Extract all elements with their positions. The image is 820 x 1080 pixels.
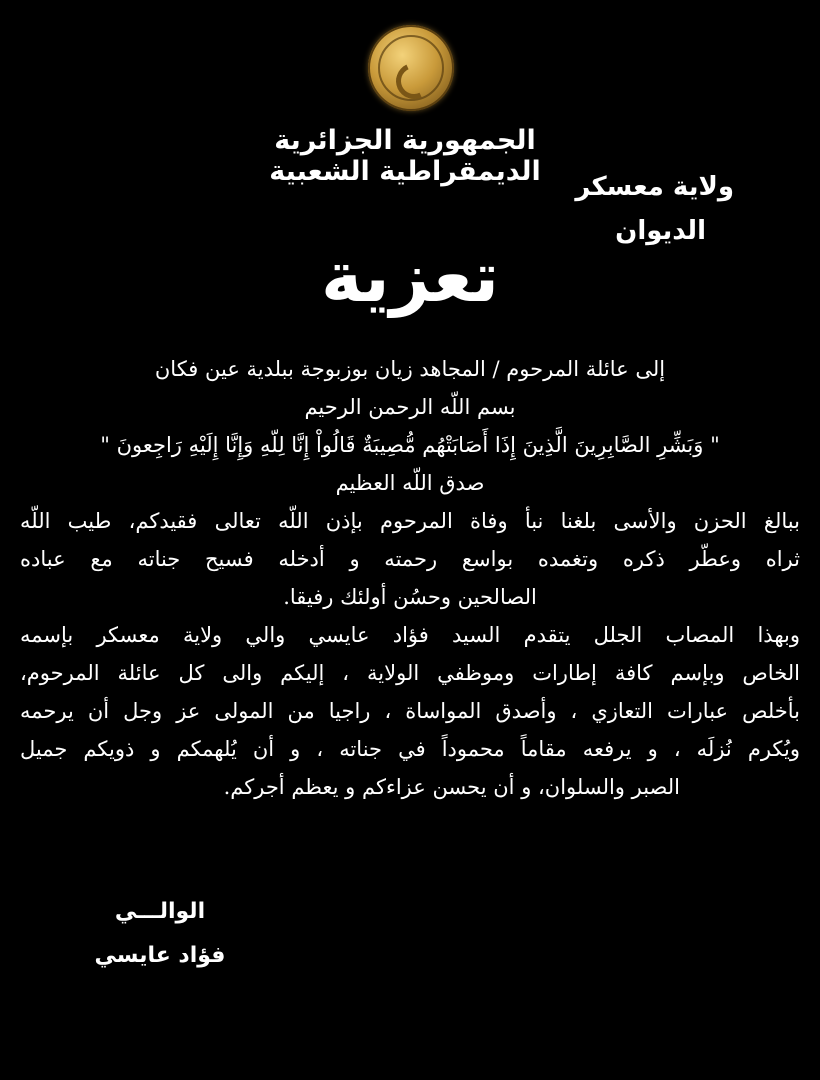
signature-block	[80, 890, 240, 978]
quran-verse: " وَبَشِّرِ الصَّابِرِينَ الَّذِينَ إِذَا أَصَابَتْهُم مُّصِيبَةٌ قَالُواْ إِنَّا لِلّهِ وَإِنَّا إِلَيْهِ رَاجِعونَ "	[100, 433, 720, 457]
state-seal-icon	[368, 25, 454, 111]
paragraph2-line: ويُكرم نُزلَه ، و يرفعه مقاماً محموداً في جناته ، و أن يُلهمكم و ذويكم جميل	[20, 737, 800, 761]
paragraph2-line: الخاص وبإسم كافة إطارات وموظفي الولاية ، إليكم والى كل عائلة المرحوم،	[20, 661, 800, 685]
paragraph2-line: بأخلص عبارات التعازي ، وأصدق المواساة ، راجيا من المولى عز وجل أن يرحمه	[20, 699, 800, 723]
addressee-line: إلى عائلة المرحوم / المجاهد زيان بوزبوجة ببلدية عين فكان	[154, 357, 666, 381]
paragraph1-line: ببالغ الحزن والأسى بلغنا نبأ وفاة المرحوم بإذن اللّه تعالى فقيدكم، طيب اللّه	[20, 509, 800, 533]
paragraph2-line: الصبر والسلوان، و أن يحسن عزاءكم و يعظم أجركم.	[223, 775, 680, 799]
wilaya-name: ولاية معسكر	[575, 172, 734, 202]
signature-role: الوالـــي	[114, 899, 206, 924]
paragraph2-line: وبهذا المصاب الجلل يتقدم السيد فؤاد عايسي والي ولاية معسكر بإسمه	[20, 623, 800, 647]
page-title: تعزية	[320, 236, 500, 318]
sadaqa-line: صدق اللّه العظيم	[335, 471, 485, 495]
paragraph1-line: الصالحين وحسُن أولئك رفيقا.	[283, 585, 537, 609]
basmala-line: بسم اللّه الرحمن الرحيم	[304, 395, 516, 419]
condolence-body	[20, 350, 800, 806]
republic-title: الجمهورية الجزائرية الديمقراطية الشعبية	[269, 125, 541, 187]
diwan-label: الديوان	[615, 216, 706, 246]
paragraph1-line: ثراه وعطّر ذكره وتغمده بواسع رحمته و أدخله فسيح جناته مع عباده	[20, 547, 800, 571]
signature-name: فؤاد عايسي	[94, 943, 226, 968]
